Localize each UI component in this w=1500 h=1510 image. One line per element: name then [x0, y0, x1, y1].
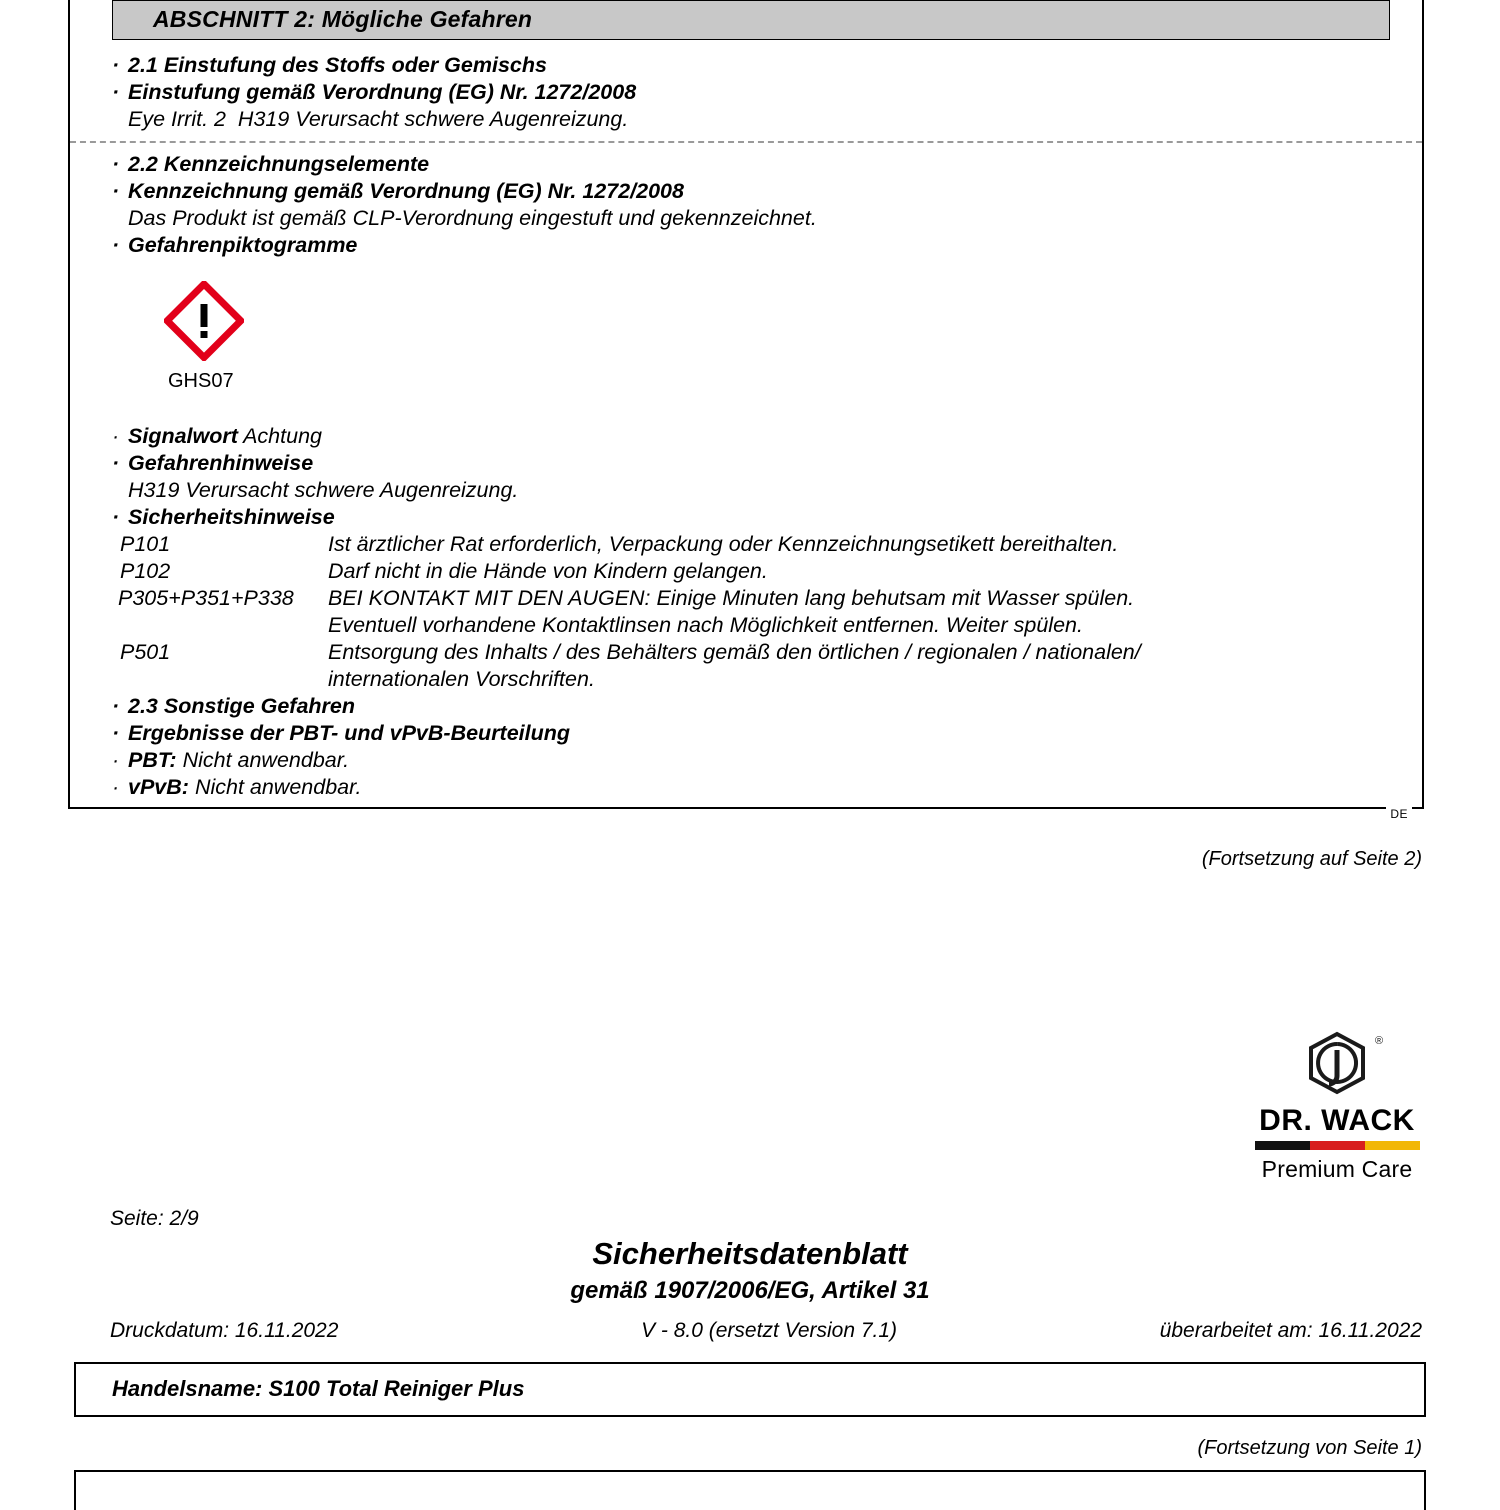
hazard-statement-text: H319 Verursacht schwere Augenreizung.	[128, 478, 519, 502]
trade-name-box: Handelsname: S100 Total Reiniger Plus	[74, 1362, 1426, 1417]
section-body	[70, 40, 1422, 801]
ghs-label: GHS07	[168, 370, 234, 392]
logo-tagline: Premium Care	[1261, 1156, 1413, 1182]
labelling-lines	[112, 151, 1376, 259]
pbt-value: Nicht anwendbar.	[182, 748, 350, 772]
precaution-heading-text: Sicherheitshinweise	[128, 505, 335, 529]
line-2-2: · 2.2 Kennzeichnungselemente	[112, 152, 430, 176]
dashed-divider	[70, 141, 1422, 143]
line-text: Kennzeichnung gemäß Verordnung (EG) Nr. 1272/2008	[128, 179, 684, 203]
line-text: Das Produkt ist gemäß CLP-Verordnung eingestuft und gekennzeichnet.	[128, 206, 817, 230]
precaution-heading: · Sicherheitshinweise	[112, 505, 335, 529]
vpvb-label: vPvB:	[128, 775, 189, 799]
logo-color-bar	[1255, 1141, 1420, 1150]
line-labelling-regulation: · Kennzeichnung gemäß Verordnung (EG) Nr. 1272/2008	[112, 179, 684, 203]
precaution-row	[112, 531, 1376, 558]
line-text: 2.1 Einstufung des Stoffs oder Gemischs	[128, 53, 547, 77]
language-tag: DE	[1386, 807, 1412, 821]
precaution-row	[112, 639, 1376, 666]
document-subtitle: gemäß 1907/2006/EG, Artikel 31	[570, 1277, 930, 1304]
precaution-continuation: Eventuell vorhandene Kontaktlinsen nach Möglichkeit entfernen. Weiter spülen.	[328, 613, 1083, 637]
precaution-continuation: internationalen Vorschriften.	[328, 667, 595, 691]
continuation-next-page: (Fortsetzung auf Seite 2)	[1201, 848, 1422, 870]
document-title: Sicherheitsdatenblatt	[592, 1236, 908, 1271]
precaution-text: Ist ärztlicher Rat erforderlich, Verpackung oder Kennzeichnungsetikett bereithalten.	[328, 532, 1119, 556]
ghs07-exclamation-mark-icon	[164, 281, 244, 361]
print-date: Druckdatum: 16.11.2022	[110, 1319, 339, 1342]
line-text: Gefahrenpiktogramme	[128, 233, 358, 257]
continuation-from-page: (Fortsetzung von Seite 1)	[1197, 1437, 1422, 1459]
precaution-code: P305+P351+P338	[118, 586, 294, 610]
company-logo	[1252, 1030, 1422, 1183]
precaution-code: P102	[120, 559, 171, 583]
precaution-code: P501	[120, 640, 171, 664]
signal-word-label: Signalwort	[128, 424, 238, 448]
ghs-pictogram-group	[164, 281, 1376, 393]
line-pbt: · PBT: Nicht anwendbar.	[112, 748, 350, 772]
line-text: 2.3 Sonstige Gefahren	[128, 694, 356, 718]
precaution-text: Entsorgung des Inhalts / des Behälters gemäß den örtlichen / regionalen / nationalen/	[328, 640, 1141, 664]
precaution-row	[112, 585, 1376, 612]
precaution-code: P101	[120, 532, 171, 556]
signal-word-line: · Signalwort Achtung	[112, 424, 322, 448]
page-number: Seite: 2/9	[110, 1207, 199, 1230]
line-vpvb: · vPvB: Nicht anwendbar.	[112, 775, 362, 799]
line-2-3: · 2.3 Sonstige Gefahren	[112, 694, 356, 718]
line-text: Einstufung gemäß Verordnung (EG) Nr. 1272/2008	[128, 80, 637, 104]
line-text: 2.2 Kennzeichnungselemente	[128, 152, 430, 176]
hazard-heading-text: Gefahrenhinweise	[128, 451, 314, 475]
registered-mark: ®	[1375, 1035, 1384, 1047]
signal-word-value: Achtung	[243, 424, 322, 448]
classification-lines	[112, 52, 1376, 133]
hazard-heading: · Gefahrenhinweise	[112, 451, 314, 475]
section-2-block	[68, 0, 1424, 821]
vpvb-value: Nicht anwendbar.	[194, 775, 362, 799]
precaution-row	[112, 558, 1376, 585]
pbt-label: PBT:	[128, 748, 177, 772]
revision-date: überarbeitet am: 16.11.2022	[1159, 1319, 1422, 1342]
hazard-statement	[112, 477, 1376, 504]
version-info: V - 8.0 (ersetzt Version 7.1)	[641, 1319, 898, 1342]
section-header: ABSCHNITT 2: Mögliche Gefahren	[112, 0, 1390, 40]
line-pbt-results: · Ergebnisse der PBT- und vPvB-Beurteilung	[112, 721, 571, 745]
line-text: Ergebnisse der PBT- und vPvB-Beurteilung	[128, 721, 571, 745]
line-regulation: · Einstufung gemäß Verordnung (EG) Nr. 1272/2008	[112, 80, 637, 104]
wack-circle-logo-icon	[1289, 1030, 1385, 1100]
line-text: Eye Irrit. 2 H319 Verursacht schwere Augenreizung.	[128, 107, 629, 131]
line-pictograms: · Gefahrenpiktogramme	[112, 233, 358, 257]
precaution-text: Darf nicht in die Hände von Kindern gelangen.	[328, 559, 768, 583]
next-section-box	[74, 1470, 1426, 1510]
line-eye-irrit	[112, 106, 1376, 133]
logo-company-name: DR. WACK	[1259, 1104, 1415, 1137]
meta-row	[110, 1319, 1422, 1343]
line-clp-note	[112, 205, 1376, 232]
line-2-1: · 2.1 Einstufung des Stoffs oder Gemischs	[112, 53, 547, 77]
precaution-text: BEI KONTAKT MIT DEN AUGEN: Einige Minuten lang behutsam mit Wasser spülen.	[328, 586, 1135, 610]
precaution-table	[112, 531, 1376, 693]
